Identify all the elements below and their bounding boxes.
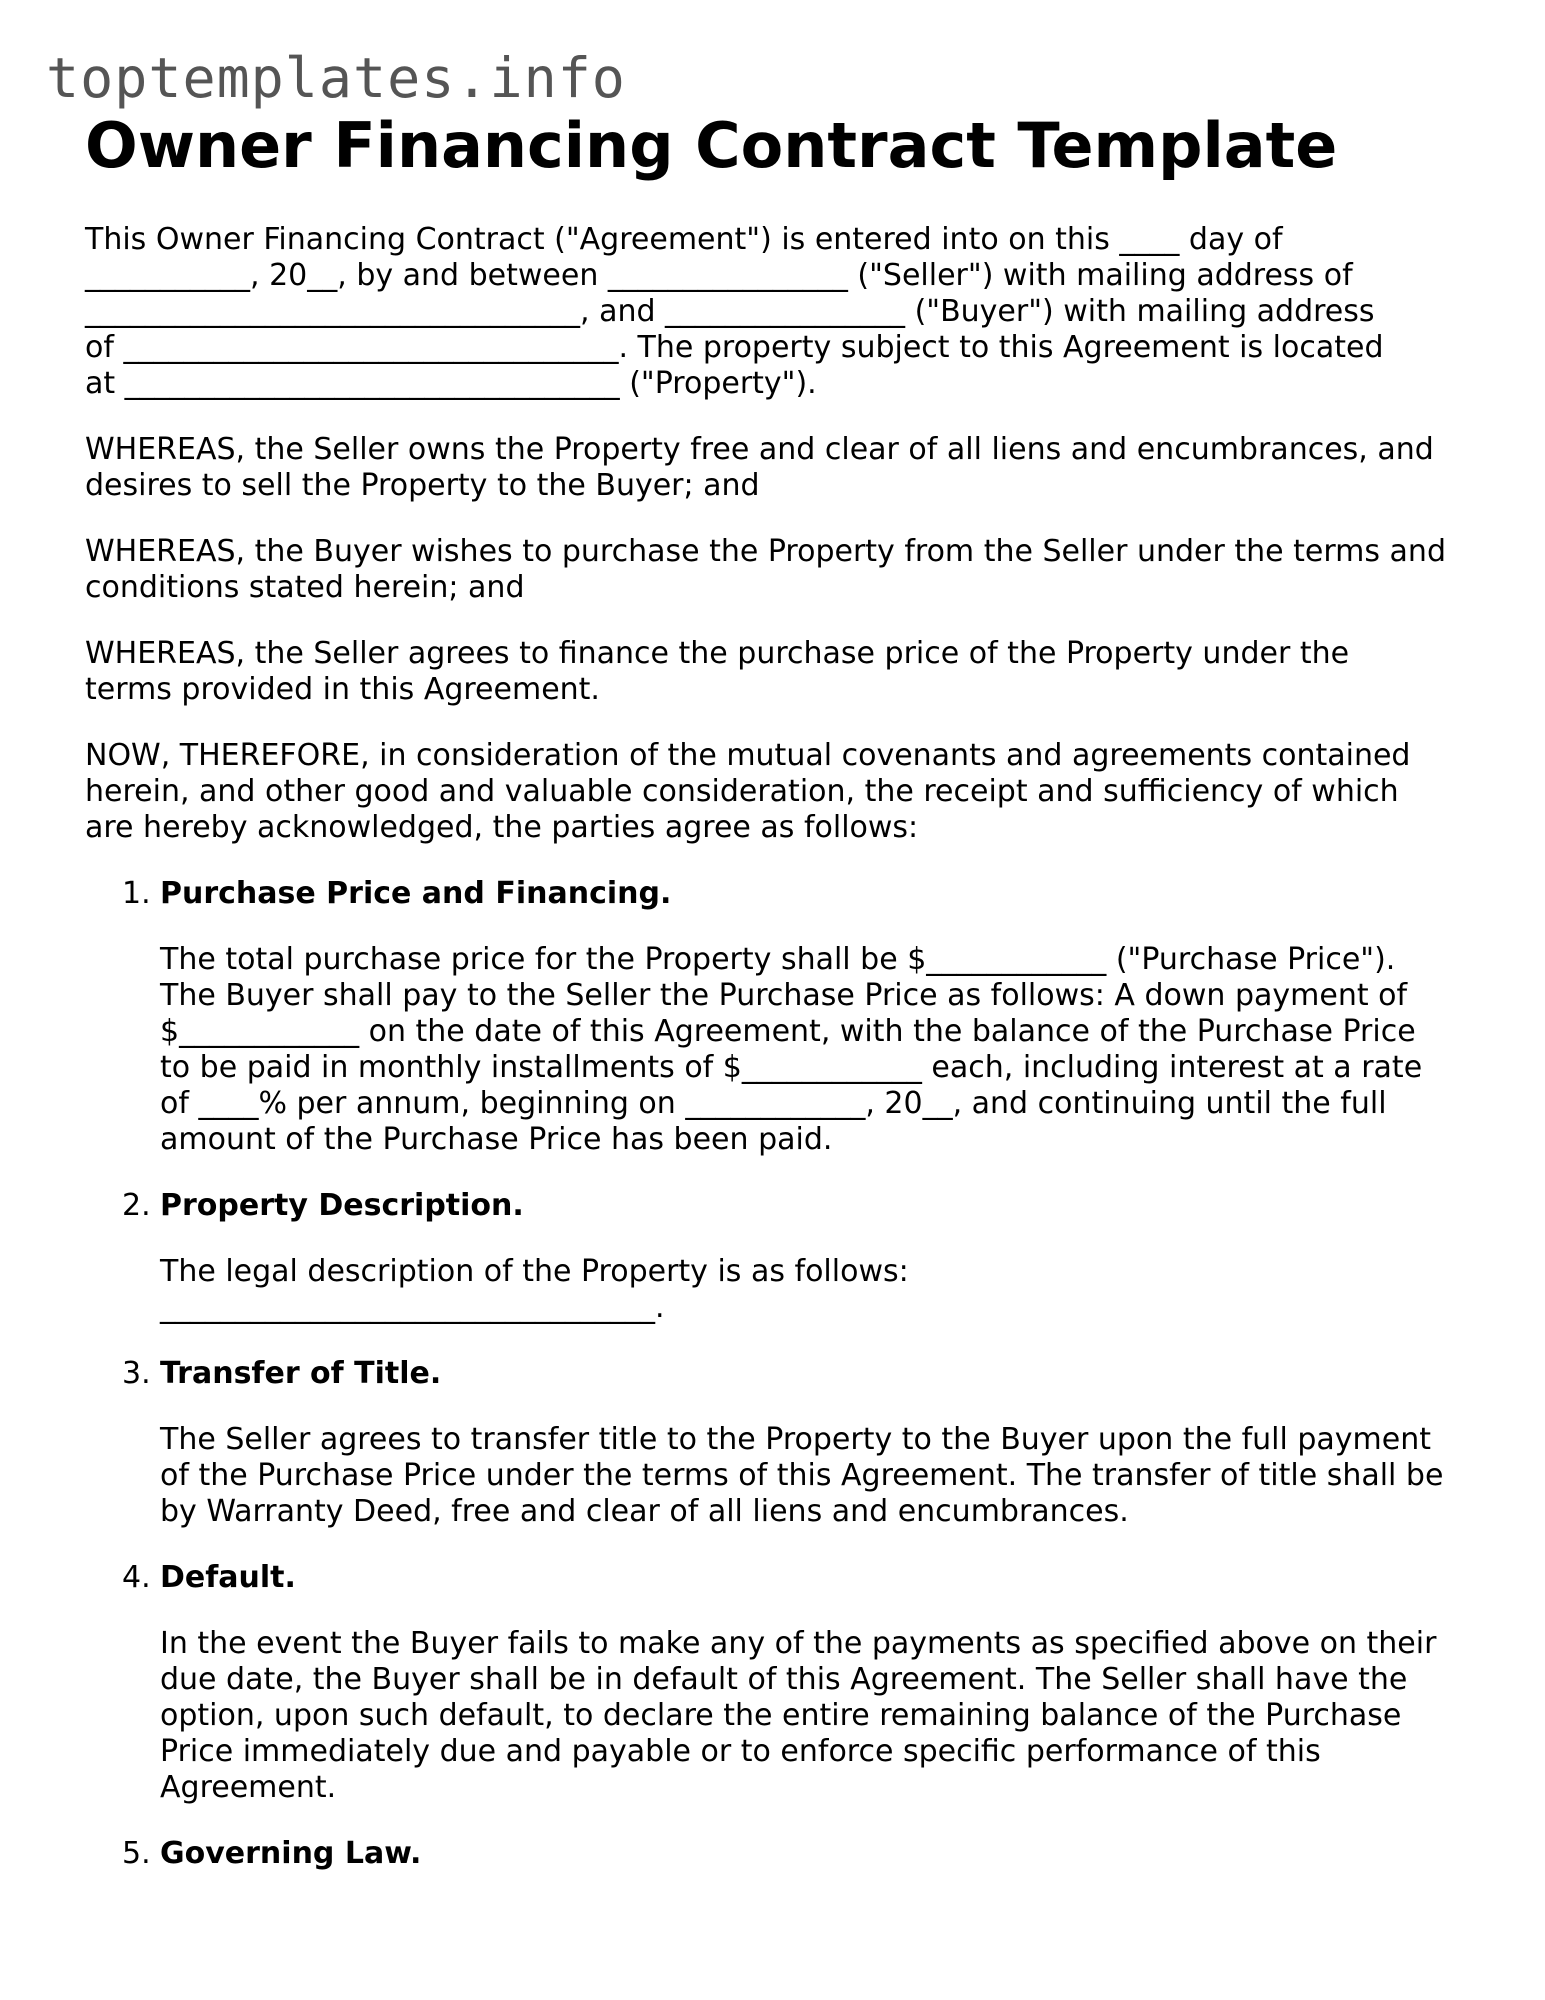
- paragraph-line: NOW, THEREFORE, in consideration of the mutual covenants and agreements contained: [85, 738, 1411, 773]
- section-heading: [122, 1356, 1465, 1392]
- section-title: Governing Law.: [160, 1836, 422, 1871]
- section-title: Transfer of Title.: [160, 1356, 442, 1391]
- section-number: 4.: [122, 1560, 151, 1595]
- intro-paragraph: [85, 222, 1465, 402]
- now-therefore-paragraph: [85, 738, 1465, 846]
- document-body: [85, 108, 1465, 1872]
- section-line: by Warranty Deed, free and clear of all liens and encumbrances.: [160, 1494, 1129, 1529]
- paragraph-line: are hereby acknowledged, the parties agree as follows:: [85, 810, 919, 845]
- section-body: [160, 1422, 1465, 1530]
- intro-line: at _________________________________ ("Property").: [85, 366, 817, 401]
- watermark: toptemplates.info: [46, 46, 626, 110]
- section-line: Price immediately due and payable or to enforce specific performance of this: [160, 1734, 1321, 1769]
- paragraph-line: WHEREAS, the Buyer wishes to purchase the Property from the Seller under the terms and: [85, 534, 1446, 569]
- section-line: option, upon such default, to declare the entire remaining balance of the Purchase: [160, 1698, 1402, 1733]
- document-title: Owner Financing Contract Template: [85, 109, 1338, 182]
- section-line: Agreement.: [160, 1770, 337, 1805]
- section-line: The legal description of the Property is as follows:: [160, 1254, 909, 1289]
- section-number: 3.: [122, 1356, 151, 1391]
- section-transfer-of-title: [85, 1356, 1465, 1530]
- section-title: Default.: [160, 1560, 296, 1595]
- section-heading: [122, 1836, 1465, 1872]
- section-purchase-price: [85, 876, 1465, 1158]
- whereas-paragraph-2: [85, 534, 1465, 606]
- section-line: The total purchase price for the Property shall be $____________ ("Purchase Price").: [160, 942, 1396, 977]
- intro-line: _________________________________, and ________________ ("Buyer") with mailing address: [85, 294, 1375, 329]
- intro-line: This Owner Financing Contract ("Agreement") is entered into on this ____ day of: [85, 222, 1283, 257]
- paragraph-line: desires to sell the Property to the Buyer; and: [85, 468, 760, 503]
- section-line: The Seller agrees to transfer title to the Property to the Buyer upon the full payment: [160, 1422, 1432, 1457]
- intro-line: of _________________________________. The property subject to this Agreement is located: [85, 330, 1384, 365]
- intro-line: ___________, 20__, by and between ________________ ("Seller") with mailing address of: [85, 258, 1353, 293]
- section-heading: [122, 1188, 1465, 1224]
- section-line: In the event the Buyer fails to make any of the payments as specified above on their: [160, 1626, 1437, 1661]
- section-line: _________________________________.: [160, 1290, 665, 1325]
- section-number: 2.: [122, 1188, 151, 1223]
- section-number: 1.: [122, 876, 151, 911]
- whereas-paragraph-3: [85, 636, 1465, 708]
- section-line: to be paid in monthly installments of $____________ each, including interest at a rate: [160, 1050, 1423, 1085]
- section-line: The Buyer shall pay to the Seller the Purchase Price as follows: A down payment of: [160, 978, 1408, 1013]
- section-body: [160, 942, 1465, 1158]
- section-body: [160, 1626, 1465, 1806]
- section-line: of the Purchase Price under the terms of this Agreement. The transfer of title shall be: [160, 1458, 1444, 1493]
- paragraph-line: WHEREAS, the Seller owns the Property free and clear of all liens and encumbrances, and: [85, 432, 1434, 467]
- section-property-description: [85, 1188, 1465, 1326]
- section-body: [160, 1254, 1465, 1326]
- paragraph-line: WHEREAS, the Seller agrees to finance the purchase price of the Property under the: [85, 636, 1350, 671]
- section-title: Property Description.: [160, 1188, 524, 1223]
- section-title: Purchase Price and Financing.: [160, 876, 672, 911]
- whereas-paragraph-1: [85, 432, 1465, 504]
- section-heading: [122, 1560, 1465, 1596]
- section-line: amount of the Purchase Price has been paid.: [160, 1122, 833, 1157]
- paragraph-line: herein, and other good and valuable consideration, the receipt and sufficiency of which: [85, 774, 1399, 809]
- section-default: [85, 1560, 1465, 1806]
- section-heading: [122, 876, 1465, 912]
- section-line: due date, the Buyer shall be in default of this Agreement. The Seller shall have the: [160, 1662, 1408, 1697]
- section-governing-law: [85, 1836, 1465, 1872]
- section-line: of ____% per annum, beginning on ____________, 20__, and continuing until the full: [160, 1086, 1387, 1121]
- section-number: 5.: [122, 1836, 151, 1871]
- paragraph-line: conditions stated herein; and: [85, 570, 525, 605]
- paragraph-line: terms provided in this Agreement.: [85, 672, 600, 707]
- section-line: $____________ on the date of this Agreement, with the balance of the Purchase Price: [160, 1014, 1416, 1049]
